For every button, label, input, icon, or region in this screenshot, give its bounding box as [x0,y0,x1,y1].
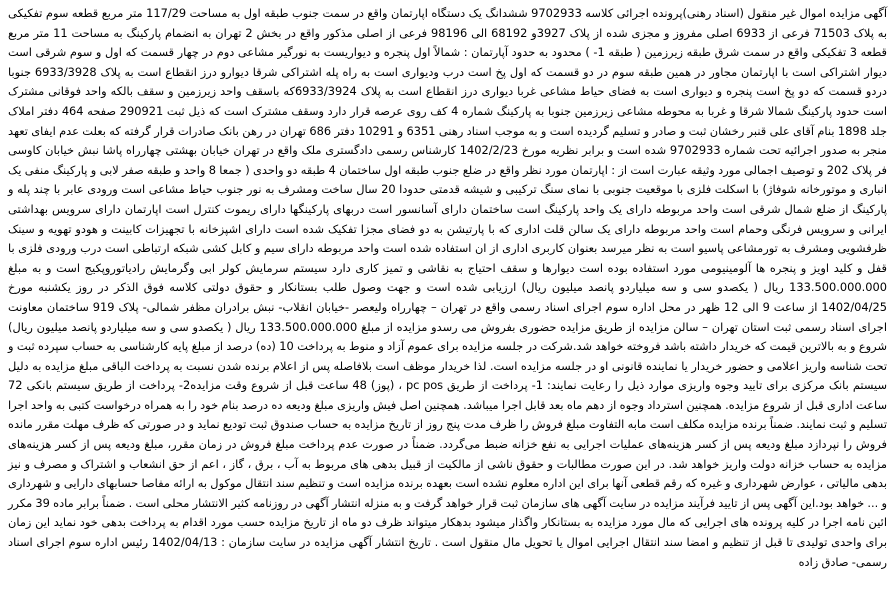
auction-notice-text: آگهی مزایده اموال غیر منقول (اسناد رهنی)پرونده اجرائی کلاسه 9702933 ششدانگ یک دستگاه اپارتمان واقع در سمت جنوب طبقه اول به مساحت 117/29 متر مربع قطعه سوم تفکیکی به پلاک 71503 فرعی از 6933 اصلی مفروز و مجزی شده از پلاک 3927و 68192 الی 98196 فرعی از اصلی مذکور واقع در بخش 2 تهران به انضمام پارکینگ به مساحت 11 متر مربع قطعه 3 تفکیکی واقع در سمت شرق طبقه زیرزمین ( طبقه 1- ) محدود به حدود آپارتمان : شمالاً اول پنجره و دیواریست به نورگیر مشاعی دوم در چهار قسمت که اول و سوم شرقی است دیوار اشتراکی است با اپارتمان مجاور در همین طبقه سوم در دو قسمت که اول پخ است درب ودیواری است به راه پله اشتراکی شرقا دیوارو درز انقطاع است به پلاک 6933/3928 جنوبا دردو قسمت که دو پخ است پنجره و دیواری است به فضای حیاط مشاعی غربا دیواری درز انقطاع است به پلاک 6933/3924که باسقف واحد زیرزمین و سقف بالکه واحد فوقانی مشترک است حدود پارکینگ شمالا شرقا و غربا به محوطه مشاعی زیرزمین جنوبا به پارکینگ شماره 4 کف روی عرصه قرار دارد وسقف مشترک است که ذیل ثبت 290921 صفحه 464 دفتر املاک جلد 1898 بنام آقای علی قنبر رخشان ثبت و صادر و تسلیم گردیده است و به موجب اسناد رهنی 6351 و 10291 دفتر 686 تهران در رهن بانک صادرات قرار گرفته که بعلت عدم ایفای تعهد منجر به صدور اجرائیه تحت شماره 9702933 شده است و برابر نظریه مورخ 1402/2/23 کارشناس رسمی دادگستری ملک واقع در تهران خیابان بهشتی چهارراه پاشا نبش خیابان کاوسی فر پلاک 202 و توصیف اجمالی مورد وثیقه عبارت است از : اپارتمان مورد نظر واقع در ضلع جنوب طبقه اول ساختمان 4 طبقه دو واحدی ( جمعا 8 واحد و طبقه صفر لابی و پارکینگ منفی یک انباری و موتورخانه شوفاژ) با اسکلت فلزی با موقعیت جنوبی با نمای سنگ ترکیبی و شیشه قدمتی حدودا 20 سال ساخت ومشرف به نور جنوب حیاط مشاعی است ورودی عابر با چند پله و پارکینگ از ضلع شمال شرقی است واحد مربوطه دارای یک واحد پارکینگ است ساختمان دارای آسانسور است دربهای پارکینگها دارای ریموت کنترل است اپارتمان دارای سرویس بهداشتی ایرانی و سرویس فرنگی وحمام است واحد مربوطه دارای یک سالن قلت اداری که با پارتیشن به دو فضای مجزا تفکیک شده است دارای اشپزخانه با تجهیزات کابینت و هودو تهویه و سینک ظرفشویی ومشرف به تورمشاعی پاسیو است به نظر میرسد بعنوان کاربری اداری از ان استفاده شده است واحد مربوطه دارای سیم و کابل کشی شبکه ارتباطی است درب ورودی فلزی با قفل و کلید اویز و پنجره ها آلومینیومی مورد استفاده بوده است دیوارها و سقف احتیاج به نقاشی و تمیز کاری دارد سیستم سرمایش کولر ابی وگرمایش رادیاتوروپکیج است و به مبلغ 133.500.000.000 ریال ( یکصدو سی و سه میلیاردو پانصد میلیون ریال) ارزیابی شده است و جهت وصول طلب بستانکار و حقوق دولتی کلاسه فوق الذکر در روز یکشنبه مورخ 1402/04/25 از ساعت 9 الی 12 ظهر در محل اداره سوم اجرای اسناد رسمی واقع در تهران – چهارراه ولیعصر -خیابان انقلاب- نبش برادران مظفر شمالی- پلاک 919 ساختمان معاونت اجرای اسناد رسمی ثبت استان تهران – سالن مزایده از طریق مزایده حضوری بفروش می رسدو مزایده از مبلغ 133.500.000.000 ریال ( یکصدو سی و سه میلیاردو پانصد میلیون ریال) شروع و به بالاترین قیمت که خریدار داشته باشد فروخته خواهد شد.شرکت در جلسه مزایده برای عموم آزاد و منوط به پرداخت 10 (ده) درصد از مبلغ پایه کارشناسی به حساب سپرده ثبت و تحت شناسه واریز اعلامی و حضور خریدار یا نماینده قانونی او در جلسه مزایده است. لذا خریدار موظف است بلافاصله پس از اعلام برنده شدن نسبت به پرداخت الباقی مبلغ مزایده به دلیل سیستم بانک مرکزی برای تایید وجوه واریزی موارد ذیل را رعایت نمایند: 1- پرداخت از طریق pc pos ، (پوز) 48 ساعت قبل از شروع وقت مزایده2- پرداخت از طریق سیستم بانکی 72 ساعت اداری قبل از شروع مزایده. همچنین استرداد وجوه از دهم ماه بعد قابل اجرا میباشد. همچنین اصل فیش واریزی مبلغ ودیعه ده درصد بنام خود را به همراه درخواست کتبی به واحد اجرا تسلیم و ثبت نمایند. ضمناً برنده مزایده مکلف است مابه التفاوت مبلغ فروش را ظرف مدت پنج روز از تاریخ مزایده به حساب صندوق ثبت تودیع نماید و در صورتی که ظرف مهلت مقرر مانده فروش را نپردازد مبلغ ودیعه پس از کسر هزینه‌های عملیات اجرایی به نفع خزانه ضبط می‌گردد. ضمناً در صورت عدم پرداخت مبلغ فروش در زمان مقرر، مبلغ ودیعه پس از کسر هزینه‌های مزایده به حساب خزانه دولت واریز خواهد شد. در این صورت مطالبات و حقوق ناشی از مالکیت از قبیل بدهی های مربوط به آب ، برق ، گاز ، اعم از حق انشعاب و اشتراک و مصرف و نیز بدهی مالیاتی ، عوارض شهرداری و غیره که رقم قطعی آنها برای این اداره معلوم نشده است بعهده برنده مزایده است و تنظیم سند انتقال موکول به ارائه مفاصا حسابهای دارایی و شهرداری و ... خواهد بود.این آگهی پس از تایید فرآیند مزایده در سایت آگهی های سازمان ثبت قرار خواهد گرفت و به منزله انتشار آگهی در روزنامه کثیر الانتشار محلی است . ضمناً برابر ماده 39 مکرر ائین نامه اجرا در کلیه پرونده های اجرایی که مال مورد مزایده به بستانکار واگذار میشود بدهکار میتواند ظرف دو ماه از تاریخ مزایده حسب مورد اقدام به پرداخت بدهی خود نماید این زمان برای واحدی تولیدی تا قبل از تنظیم و امضا سند انتقال اجرایی اموال یا تحویل مال منقول است . تاریخ انتشار آگهی مزایده در سایت سازمان : 1402/04/13 رئیس اداره سوم اجرای اسناد رسمی- صادق زاده [8,6,888,569]
